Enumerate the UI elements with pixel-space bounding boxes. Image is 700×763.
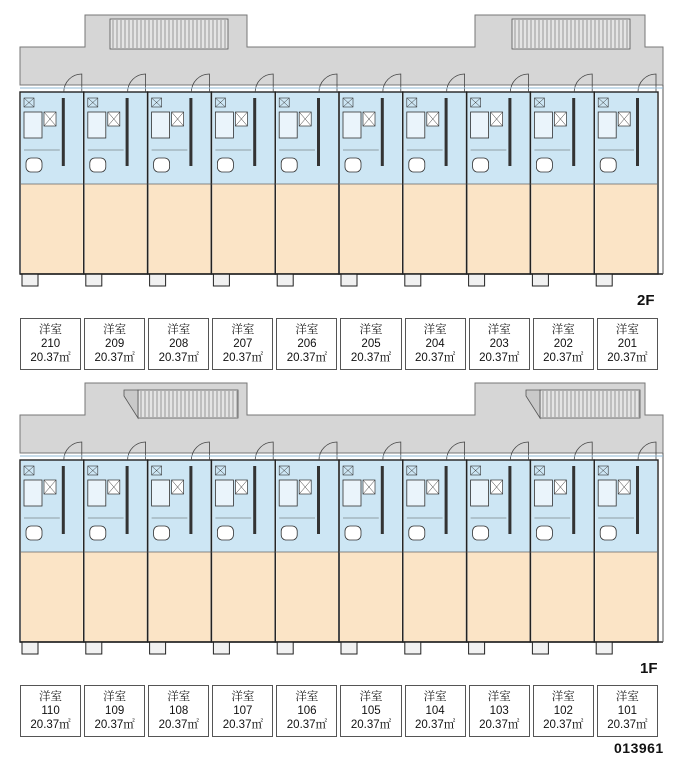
bathtub [152, 112, 170, 138]
unit-plan [467, 74, 531, 286]
balcony-unit [405, 274, 421, 286]
balcony-unit [213, 642, 229, 654]
toilet [154, 158, 170, 172]
unit-plan [148, 442, 212, 654]
toilet [217, 158, 233, 172]
unit-card-205 [340, 318, 401, 370]
unit-number: 208 [169, 338, 189, 350]
balcony-unit [22, 642, 38, 654]
balcony-unit [596, 274, 612, 286]
interior-column [126, 98, 129, 166]
bathtub [279, 112, 297, 138]
unit-legend-2f [20, 318, 658, 370]
bathtub [471, 480, 489, 506]
balcony-unit [277, 642, 293, 654]
unit-plan [84, 74, 148, 286]
interior-column [508, 98, 511, 166]
unit-area: 20.37㎡ [350, 352, 392, 364]
unit-area: 20.37㎡ [350, 719, 392, 731]
unit-area: 20.37㎡ [479, 352, 520, 364]
unit-type: 洋室 [231, 691, 255, 703]
stair-well [110, 19, 228, 49]
balcony-unit [532, 274, 548, 286]
balcony-unit [341, 642, 357, 654]
unit-number: 104 [425, 705, 445, 717]
unit-area: 20.37㎡ [286, 719, 328, 731]
unit-area: 20.37㎡ [543, 719, 584, 731]
balcony-unit [213, 274, 229, 286]
toilet [26, 158, 42, 172]
bathtub [24, 480, 42, 506]
interior-column [636, 98, 639, 166]
unit-area: 20.37㎡ [222, 719, 263, 731]
main-room [404, 184, 466, 274]
toilet [281, 158, 297, 172]
main-room [340, 184, 402, 274]
main-room [85, 552, 147, 642]
bathtub [88, 112, 106, 138]
balcony-unit [277, 274, 293, 286]
toilet [473, 526, 489, 540]
unit-number: 206 [297, 338, 317, 350]
toilet [409, 526, 425, 540]
unit-type: 洋室 [167, 691, 191, 703]
interior-column [381, 466, 384, 534]
unit-type: 洋室 [359, 691, 383, 703]
toilet [90, 526, 106, 540]
main-room [149, 552, 211, 642]
balcony-unit [150, 274, 166, 286]
unit-area: 20.37㎡ [543, 352, 584, 364]
unit-type: 洋室 [359, 324, 383, 336]
main-room [276, 552, 338, 642]
unit-card-110 [20, 685, 81, 737]
unit-type: 洋室 [103, 691, 127, 703]
bathtub [343, 480, 361, 506]
interior-column [62, 98, 65, 166]
unit-plan [211, 74, 275, 286]
main-room [595, 552, 657, 642]
balcony-unit [469, 274, 485, 286]
stair-well [124, 390, 238, 418]
main-room [21, 184, 83, 274]
interior-column [62, 466, 65, 534]
unit-type: 洋室 [551, 691, 575, 703]
unit-type: 洋室 [39, 324, 63, 336]
unit-number: 108 [169, 705, 189, 717]
main-room [276, 184, 338, 274]
interior-column [189, 98, 192, 166]
unit-plan [403, 74, 467, 286]
unit-number: 109 [105, 705, 125, 717]
unit-area: 20.37㎡ [607, 719, 648, 731]
unit-area: 20.37㎡ [94, 352, 135, 364]
main-room [149, 184, 211, 274]
unit-number: 210 [40, 338, 61, 350]
unit-card-101 [597, 685, 658, 737]
unit-legend-1f [20, 685, 658, 737]
balcony-unit [22, 274, 38, 286]
unit-card-108 [148, 685, 209, 737]
unit-plan [339, 442, 403, 654]
unit-area: 20.37㎡ [222, 352, 263, 364]
unit-number: 205 [361, 338, 381, 350]
toilet [536, 526, 552, 540]
unit-type: 洋室 [295, 691, 319, 703]
bathtub [343, 112, 361, 138]
unit-card-208 [148, 318, 209, 370]
unit-area: 20.37㎡ [158, 352, 199, 364]
unit-number: 204 [425, 338, 445, 350]
toilet [409, 158, 425, 172]
unit-plan [467, 442, 531, 654]
main-room [212, 184, 274, 274]
unit-number: 207 [233, 338, 253, 350]
interior-column [445, 466, 448, 534]
unit-plan [148, 74, 212, 286]
reference-code: 013961 [614, 740, 664, 756]
unit-area: 20.37㎡ [94, 719, 135, 731]
toilet [536, 158, 552, 172]
stair-well [512, 19, 630, 49]
toilet [154, 526, 170, 540]
unit-type: 洋室 [103, 324, 127, 336]
toilet [217, 526, 233, 540]
interior-column [189, 466, 192, 534]
main-room [531, 184, 593, 274]
unit-type: 洋室 [615, 324, 639, 336]
unit-plan [20, 442, 84, 654]
bathtub [279, 480, 297, 506]
interior-column [126, 466, 129, 534]
unit-card-204 [405, 318, 466, 370]
bathtub [152, 480, 170, 506]
unit-area: 20.37㎡ [286, 352, 328, 364]
toilet [90, 158, 106, 172]
bathtub [598, 112, 616, 138]
interior-column [317, 466, 320, 534]
unit-type: 洋室 [231, 324, 255, 336]
interior-column [253, 466, 256, 534]
main-room [21, 552, 83, 642]
unit-card-206 [276, 318, 337, 370]
main-room [85, 184, 147, 274]
unit-number: 102 [553, 705, 573, 717]
interior-column [572, 466, 575, 534]
bathtub [407, 480, 425, 506]
main-room [595, 184, 657, 274]
bathtub [24, 112, 42, 138]
main-room [212, 552, 274, 642]
unit-card-104 [405, 685, 466, 737]
unit-plan [530, 74, 594, 286]
interior-column [508, 466, 511, 534]
unit-plan [594, 442, 658, 654]
balcony-unit [532, 642, 548, 654]
unit-plan [339, 74, 403, 286]
unit-plan [275, 442, 339, 654]
floor-1f-plan [20, 383, 663, 654]
unit-number: 101 [617, 705, 637, 717]
unit-number: 103 [489, 705, 509, 717]
unit-plan [275, 74, 339, 286]
unit-card-102 [533, 685, 594, 737]
toilet [345, 158, 361, 172]
unit-number: 201 [617, 338, 637, 350]
toilet [473, 158, 489, 172]
balcony-unit [405, 642, 421, 654]
unit-type: 洋室 [487, 691, 511, 703]
unit-card-210 [20, 318, 81, 370]
unit-card-109 [84, 685, 145, 737]
toilet [26, 526, 42, 540]
unit-type: 洋室 [39, 691, 63, 703]
unit-card-203 [469, 318, 530, 370]
bathtub [215, 480, 233, 506]
main-room [468, 552, 530, 642]
unit-type: 洋室 [615, 691, 639, 703]
unit-number: 209 [105, 338, 125, 350]
unit-area: 20.37㎡ [414, 719, 456, 731]
unit-type: 洋室 [423, 324, 447, 336]
toilet [281, 526, 297, 540]
unit-area: 20.37㎡ [30, 719, 71, 731]
bathtub [407, 112, 425, 138]
unit-card-202 [533, 318, 594, 370]
unit-number: 105 [361, 705, 381, 717]
unit-card-207 [212, 318, 273, 370]
unit-plan [403, 442, 467, 654]
unit-plan [211, 442, 275, 654]
unit-number: 110 [41, 705, 60, 717]
bathtub [598, 480, 616, 506]
unit-number: 107 [233, 705, 253, 717]
stair-well [526, 390, 640, 418]
unit-plan [20, 74, 84, 286]
unit-plan [530, 442, 594, 654]
toilet [345, 526, 361, 540]
bathtub [534, 112, 552, 138]
bathtub [215, 112, 233, 138]
unit-number: 106 [297, 705, 317, 717]
unit-area: 20.37㎡ [30, 352, 71, 364]
balcony-unit [469, 642, 485, 654]
floor-label-2f: 2F [637, 292, 655, 309]
bathtub [471, 112, 489, 138]
unit-type: 洋室 [487, 324, 511, 336]
interior-column [381, 98, 384, 166]
toilet [600, 526, 616, 540]
unit-card-103 [469, 685, 530, 737]
main-room [531, 552, 593, 642]
interior-column [253, 98, 256, 166]
balcony-unit [86, 642, 102, 654]
unit-card-209 [84, 318, 145, 370]
bathtub [534, 480, 552, 506]
unit-type: 洋室 [295, 324, 319, 336]
main-room [340, 552, 402, 642]
unit-area: 20.37㎡ [479, 719, 520, 731]
unit-area: 20.37㎡ [414, 352, 456, 364]
floor-2f-plan [20, 15, 663, 286]
unit-plan [84, 442, 148, 654]
floor-label-1f: 1F [640, 660, 658, 677]
balcony-unit [596, 642, 612, 654]
balcony-unit [150, 642, 166, 654]
balcony-unit [86, 274, 102, 286]
toilet [600, 158, 616, 172]
unit-card-107 [212, 685, 273, 737]
unit-plan [594, 74, 658, 286]
unit-type: 洋室 [551, 324, 575, 336]
unit-number: 202 [553, 338, 573, 350]
balcony-unit [341, 274, 357, 286]
unit-number: 203 [489, 338, 509, 350]
unit-card-201 [597, 318, 658, 370]
unit-area: 20.37㎡ [158, 719, 199, 731]
interior-column [636, 466, 639, 534]
unit-card-106 [276, 685, 337, 737]
unit-area: 20.37㎡ [607, 352, 648, 364]
unit-type: 洋室 [167, 324, 191, 336]
unit-type: 洋室 [423, 691, 447, 703]
unit-card-105 [340, 685, 401, 737]
bathtub [88, 480, 106, 506]
main-room [404, 552, 466, 642]
main-room [468, 184, 530, 274]
interior-column [445, 98, 448, 166]
interior-column [317, 98, 320, 166]
interior-column [572, 98, 575, 166]
